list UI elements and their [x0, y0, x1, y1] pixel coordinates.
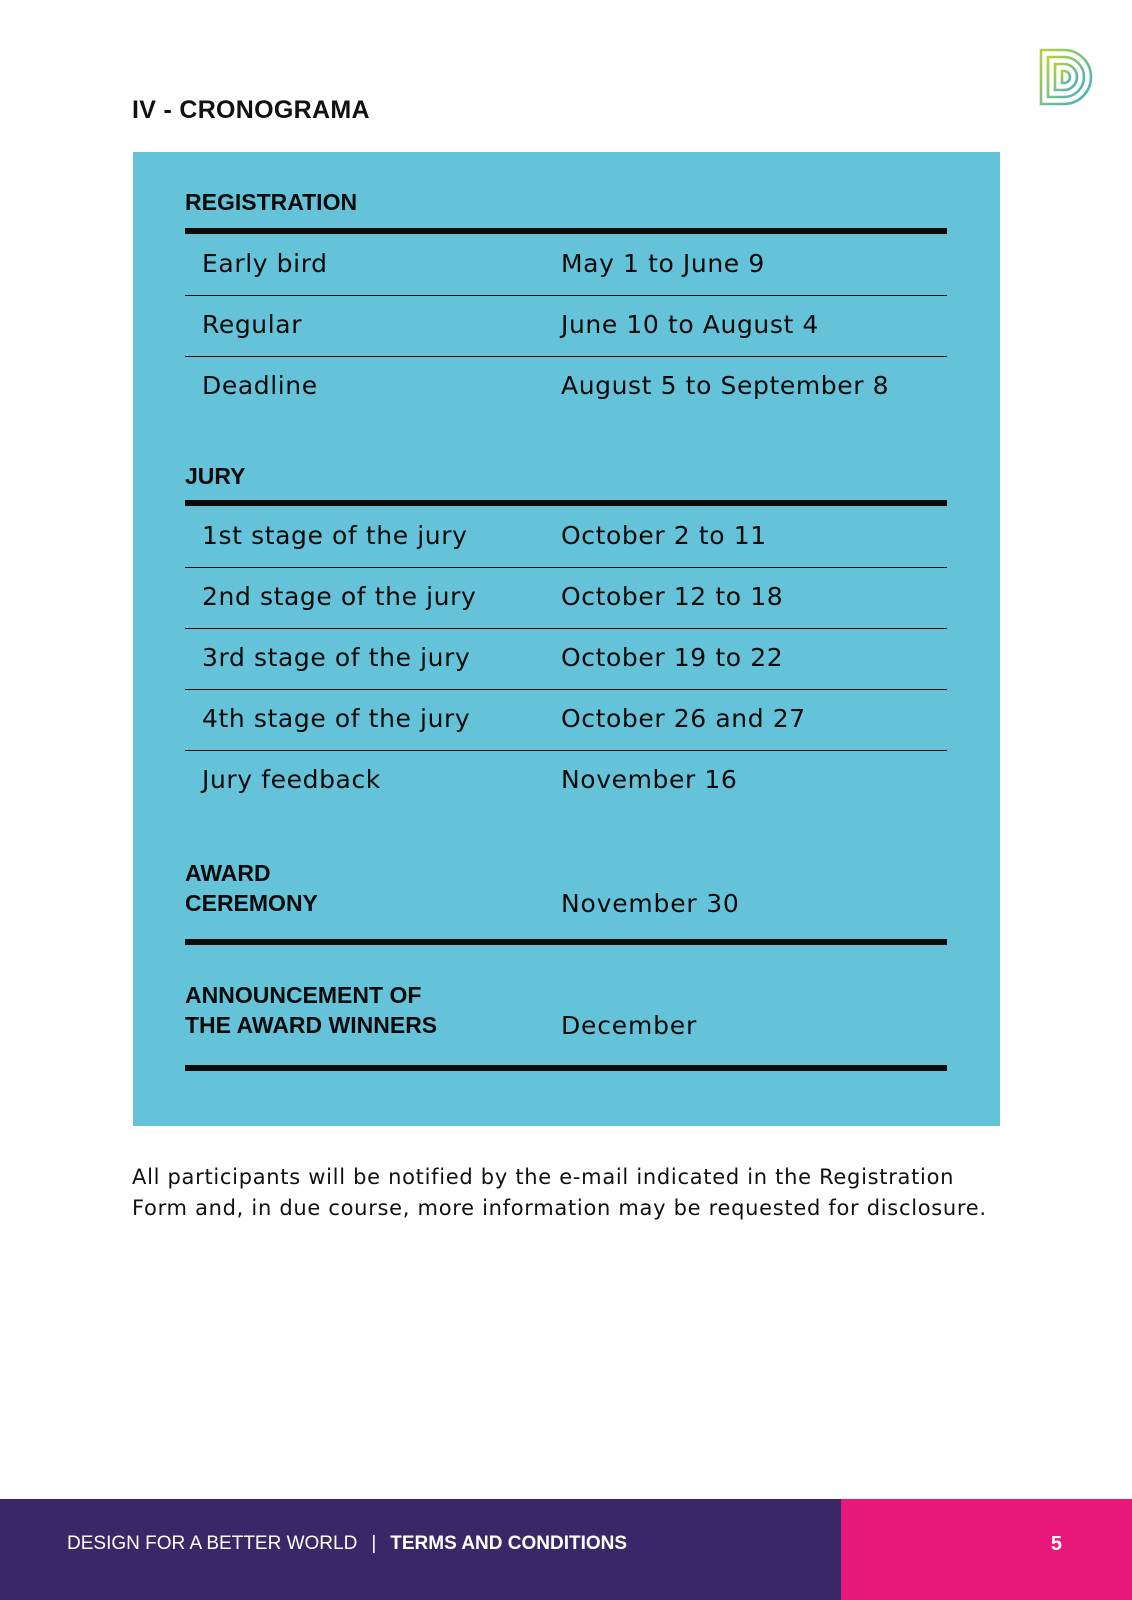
row-value: October 12 to 18 [561, 582, 784, 611]
row-label: Jury feedback [202, 765, 381, 794]
row-value: June 10 to August 4 [561, 310, 819, 339]
schedule-row [185, 628, 947, 690]
row-value: November 16 [561, 765, 738, 794]
jury-title: JURY [185, 463, 246, 489]
schedule-row [185, 234, 947, 296]
schedule-row [185, 689, 947, 751]
row-value: October 19 to 22 [561, 643, 784, 672]
d-logo-icon [1038, 47, 1094, 107]
award-ceremony-rule [185, 939, 947, 945]
announcement-rule [185, 1065, 947, 1071]
announcement-title [185, 980, 437, 1040]
row-value: October 2 to 11 [561, 521, 767, 550]
row-value: August 5 to September 8 [561, 371, 890, 400]
page-number: 5 [1050, 1533, 1062, 1555]
row-value: May 1 to June 9 [561, 249, 765, 278]
row-label: 2nd stage of the jury [202, 582, 477, 611]
announcement-title-line2: THE AWARD WINNERS [185, 1012, 438, 1038]
footer-section: TERMS AND CONDITIONS [390, 1533, 628, 1554]
row-label: Deadline [202, 371, 318, 400]
schedule-row [185, 295, 947, 357]
schedule-row [185, 356, 947, 417]
footer-brand: DESIGN FOR A BETTER WORLD [67, 1533, 358, 1554]
award-ceremony-title-line2: CEREMONY [185, 890, 318, 916]
award-ceremony-title-line1: AWARD [185, 860, 271, 886]
row-label: 4th stage of the jury [202, 704, 471, 733]
footer-separator: | [371, 1533, 377, 1554]
announcement-date: December [561, 1011, 698, 1040]
award-ceremony-date: November 30 [561, 889, 740, 918]
schedule-row [185, 567, 947, 629]
footer-bar [0, 1499, 1132, 1600]
row-label: Early bird [202, 249, 328, 278]
schedule-row [185, 506, 947, 568]
row-label: 1st stage of the jury [202, 521, 468, 550]
page-title: IV - CRONOGRAMA [132, 96, 370, 124]
row-label: Regular [202, 310, 303, 339]
row-label: 3rd stage of the jury [202, 643, 471, 672]
announcement-title-line1: ANNOUNCEMENT OF [185, 982, 422, 1008]
footer-title [67, 1533, 627, 1555]
notification-note: All participants will be notified by the e-mail indicated in the Registration Form and, in due course, more information may be requested for disclosure. [132, 1165, 987, 1220]
registration-title: REGISTRATION [185, 189, 358, 215]
page-number-box [841, 1499, 1132, 1600]
row-value: October 26 and 27 [561, 704, 806, 733]
schedule-panel [133, 152, 1000, 1126]
award-ceremony-title [185, 858, 318, 918]
schedule-row [185, 750, 947, 811]
